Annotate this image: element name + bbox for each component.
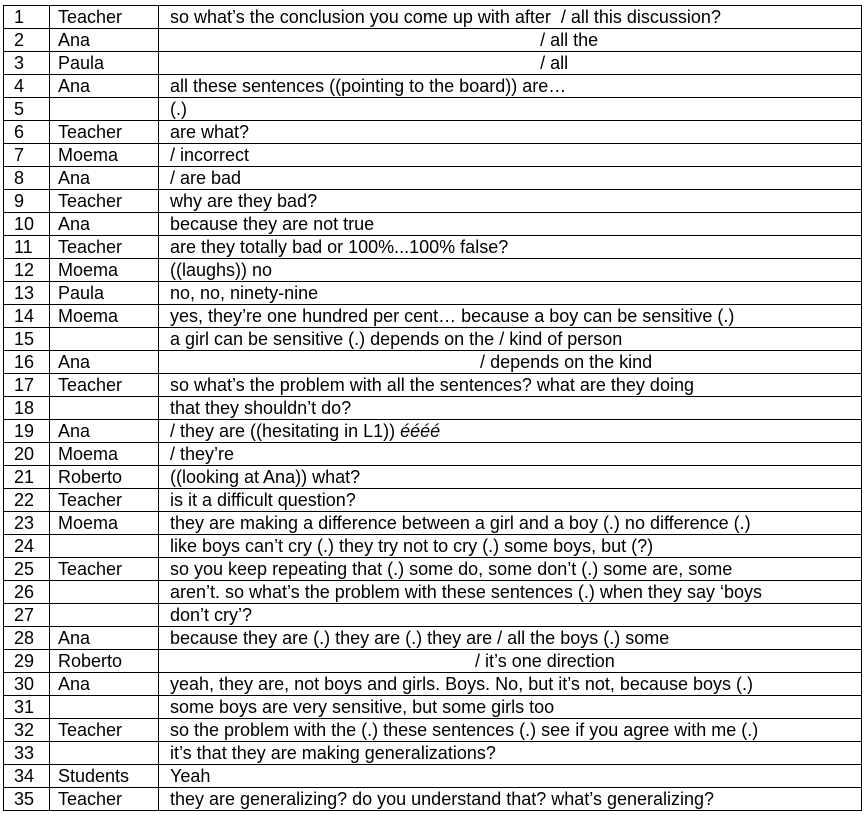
transcript-row — [4, 604, 862, 627]
utterance-main: because they are not true — [170, 214, 375, 234]
utterance-text — [159, 765, 862, 788]
speaker-name: Moema — [50, 512, 159, 535]
utterance-main: (.) — [170, 99, 187, 119]
speaker-name: Teacher — [50, 121, 159, 144]
utterance-text — [159, 328, 862, 351]
line-number: 3 — [4, 52, 50, 75]
transcript-row — [4, 696, 862, 719]
utterance-text — [159, 98, 862, 121]
utterance-text — [159, 535, 862, 558]
transcript-row — [4, 719, 862, 742]
utterance-italic: éééé — [400, 421, 441, 441]
utterance-text — [159, 627, 862, 650]
speaker-name: Teacher — [50, 558, 159, 581]
utterance-text — [159, 167, 862, 190]
utterance-text — [159, 374, 862, 397]
utterance-main: Yeah — [170, 766, 211, 786]
utterance-main: it’s that they are making generalizations? — [170, 743, 496, 763]
utterance-main: all these sentences ((pointing to the board)) are… — [170, 76, 567, 96]
transcript-row — [4, 489, 862, 512]
speaker-name — [50, 328, 159, 351]
line-number: 16 — [4, 351, 50, 374]
line-number: 32 — [4, 719, 50, 742]
speaker-name — [50, 696, 159, 719]
line-number: 26 — [4, 581, 50, 604]
utterance-main: so you keep repeating that (.) some do, some don’t (.) some are, some — [170, 559, 733, 579]
line-number: 17 — [4, 374, 50, 397]
transcript-row — [4, 213, 862, 236]
utterance-text — [159, 443, 862, 466]
speaker-name: Ana — [50, 627, 159, 650]
utterance-main: ((looking at Ana)) what? — [170, 467, 361, 487]
line-number: 19 — [4, 420, 50, 443]
speaker-name: Paula — [50, 52, 159, 75]
utterance-main: like boys can’t cry (.) they try not to cry (.) some boys, but (?) — [170, 536, 654, 556]
utterance-text — [159, 213, 862, 236]
utterance-text — [159, 259, 862, 282]
utterance-text — [159, 719, 862, 742]
utterance-text — [159, 144, 862, 167]
utterance-main: / they are ((hesitating in L1)) — [170, 421, 401, 441]
line-number: 23 — [4, 512, 50, 535]
speaker-name: Moema — [50, 443, 159, 466]
speaker-name: Ana — [50, 673, 159, 696]
transcript-row — [4, 558, 862, 581]
transcript-row — [4, 29, 862, 52]
speaker-name: Ana — [50, 213, 159, 236]
utterance-text — [159, 305, 862, 328]
transcript-row — [4, 75, 862, 98]
speaker-name: Ana — [50, 351, 159, 374]
line-number: 31 — [4, 696, 50, 719]
transcript-row — [4, 512, 862, 535]
transcript-row — [4, 282, 862, 305]
line-number: 24 — [4, 535, 50, 558]
utterance-main: that they shouldn’t do? — [170, 398, 352, 418]
transcript-row — [4, 765, 862, 788]
utterance-text — [159, 6, 862, 29]
utterance-main: they are generalizing? do you understand that? what’s generalizing? — [170, 789, 715, 809]
transcript-row — [4, 673, 862, 696]
speaker-name: Teacher — [50, 6, 159, 29]
utterance-main: aren’t. so what’s the problem with these sentences (.) when they say ‘boys — [170, 582, 762, 602]
utterance-main: / all the — [170, 30, 599, 50]
utterance-text — [159, 236, 862, 259]
speaker-name: Teacher — [50, 236, 159, 259]
transcript-row — [4, 443, 862, 466]
line-number: 8 — [4, 167, 50, 190]
utterance-main: yeah, they are, not boys and girls. Boys. No, but it’s not, because boys (.) — [170, 674, 753, 694]
utterance-text — [159, 121, 862, 144]
line-number: 34 — [4, 765, 50, 788]
line-number: 29 — [4, 650, 50, 673]
speaker-name — [50, 535, 159, 558]
transcript-row — [4, 190, 862, 213]
speaker-name — [50, 604, 159, 627]
line-number: 18 — [4, 397, 50, 420]
line-number: 11 — [4, 236, 50, 259]
utterance-main: they are making a difference between a girl and a boy (.) no difference (.) — [170, 513, 751, 533]
line-number: 13 — [4, 282, 50, 305]
utterance-main: / they’re — [170, 444, 235, 464]
transcript-row — [4, 167, 862, 190]
utterance-main: because they are (.) they are (.) they are / all the boys (.) some — [170, 628, 670, 648]
speaker-name: Paula — [50, 282, 159, 305]
transcript-row — [4, 466, 862, 489]
utterance-main: some boys are very sensitive, but some girls too — [170, 697, 555, 717]
line-number: 4 — [4, 75, 50, 98]
utterance-main: why are they bad? — [170, 191, 318, 211]
utterance-main: / it’s one direction — [170, 651, 615, 671]
line-number: 12 — [4, 259, 50, 282]
speaker-name — [50, 98, 159, 121]
utterance-main: no, no, ninety-nine — [170, 283, 319, 303]
transcript-row — [4, 305, 862, 328]
utterance-text — [159, 52, 862, 75]
transcript-row — [4, 374, 862, 397]
transcript-row — [4, 259, 862, 282]
transcript-row — [4, 742, 862, 765]
utterance-text — [159, 420, 862, 443]
line-number: 20 — [4, 443, 50, 466]
utterance-text — [159, 466, 862, 489]
line-number: 33 — [4, 742, 50, 765]
line-number: 21 — [4, 466, 50, 489]
utterance-text — [159, 351, 862, 374]
line-number: 7 — [4, 144, 50, 167]
utterance-text — [159, 282, 862, 305]
utterance-main: are what? — [170, 122, 250, 142]
utterance-main: / all — [170, 53, 569, 73]
utterance-main: ((laughs)) no — [170, 260, 273, 280]
transcript-row — [4, 420, 862, 443]
line-number: 2 — [4, 29, 50, 52]
line-number: 30 — [4, 673, 50, 696]
transcript-row — [4, 351, 862, 374]
line-number: 5 — [4, 98, 50, 121]
speaker-name: Teacher — [50, 374, 159, 397]
utterance-text — [159, 673, 862, 696]
line-number: 25 — [4, 558, 50, 581]
transcript-row — [4, 627, 862, 650]
line-number: 28 — [4, 627, 50, 650]
transcript-row — [4, 535, 862, 558]
utterance-main: / incorrect — [170, 145, 250, 165]
utterance-main: / depends on the kind — [170, 352, 653, 372]
line-number: 27 — [4, 604, 50, 627]
speaker-name: Teacher — [50, 719, 159, 742]
transcript-row — [4, 328, 862, 351]
utterance-main: don’t cry’? — [170, 605, 253, 625]
line-number: 14 — [4, 305, 50, 328]
transcript-row — [4, 121, 862, 144]
utterance-main: so what’s the conclusion you come up with after / all this discussion? — [170, 7, 721, 27]
speaker-name: Ana — [50, 420, 159, 443]
utterance-main: so the problem with the (.) these sentences (.) see if you agree with me (.) — [170, 720, 759, 740]
utterance-text — [159, 29, 862, 52]
utterance-text — [159, 696, 862, 719]
utterance-text — [159, 788, 862, 811]
transcript-row — [4, 98, 862, 121]
speaker-name: Teacher — [50, 788, 159, 811]
utterance-text — [159, 512, 862, 535]
utterance-main: are they totally bad or 100%...100% false? — [170, 237, 509, 257]
line-number: 15 — [4, 328, 50, 351]
transcript-row — [4, 52, 862, 75]
speaker-name: Roberto — [50, 466, 159, 489]
speaker-name: Roberto — [50, 650, 159, 673]
speaker-name: Students — [50, 765, 159, 788]
utterance-text — [159, 742, 862, 765]
utterance-main: yes, they’re one hundred per cent… because a boy can be sensitive (.) — [170, 306, 735, 326]
utterance-text — [159, 75, 862, 98]
utterance-text — [159, 190, 862, 213]
utterance-text — [159, 558, 862, 581]
utterance-text — [159, 397, 862, 420]
speaker-name: Ana — [50, 29, 159, 52]
utterance-text — [159, 604, 862, 627]
speaker-name — [50, 581, 159, 604]
line-number: 9 — [4, 190, 50, 213]
transcript-body — [4, 6, 862, 811]
line-number: 10 — [4, 213, 50, 236]
utterance-main: is it a difficult question? — [170, 490, 356, 510]
transcript-row — [4, 788, 862, 811]
transcript-row — [4, 144, 862, 167]
speaker-name: Ana — [50, 75, 159, 98]
line-number: 1 — [4, 6, 50, 29]
speaker-name — [50, 397, 159, 420]
transcript-row — [4, 397, 862, 420]
speaker-name: Teacher — [50, 190, 159, 213]
utterance-main: / are bad — [170, 168, 242, 188]
line-number: 35 — [4, 788, 50, 811]
transcript-row — [4, 236, 862, 259]
speaker-name — [50, 742, 159, 765]
transcript-row — [4, 650, 862, 673]
speaker-name: Ana — [50, 167, 159, 190]
transcript-row — [4, 581, 862, 604]
line-number: 6 — [4, 121, 50, 144]
utterance-main: so what’s the problem with all the sentences? what are they doing — [170, 375, 694, 395]
utterance-text — [159, 650, 862, 673]
utterance-main: a girl can be sensitive (.) depends on the / kind of person — [170, 329, 623, 349]
speaker-name: Moema — [50, 305, 159, 328]
transcript-table — [3, 5, 862, 811]
speaker-name: Moema — [50, 144, 159, 167]
speaker-name: Teacher — [50, 489, 159, 512]
speaker-name: Moema — [50, 259, 159, 282]
utterance-text — [159, 489, 862, 512]
utterance-text — [159, 581, 862, 604]
line-number: 22 — [4, 489, 50, 512]
transcript-row — [4, 6, 862, 29]
